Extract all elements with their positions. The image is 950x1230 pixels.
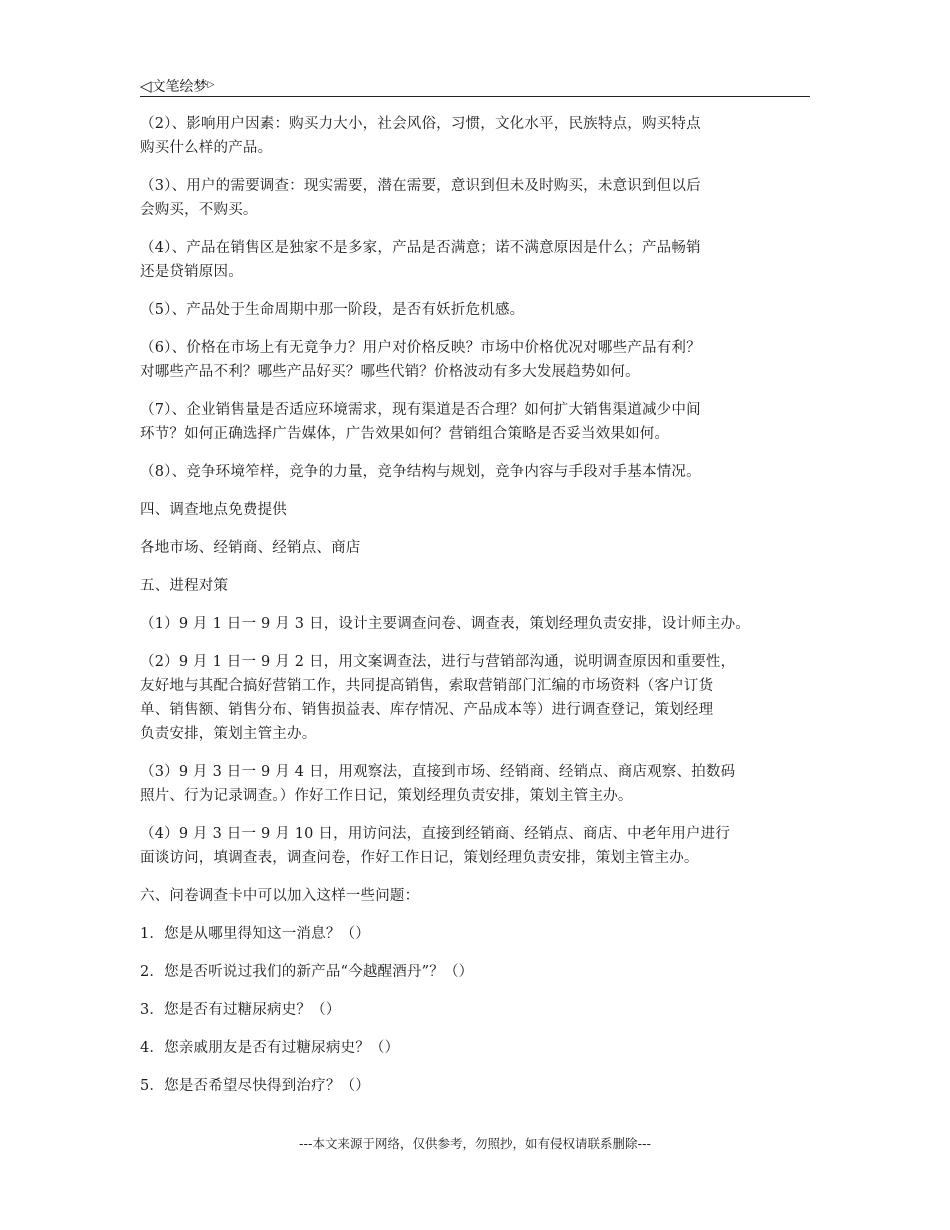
text-line: （1）9 月 1 日一 9 月 3 日，设计主要调查问卷、调查表，策划经理负责安排，设计师主办。 xyxy=(140,616,750,632)
paragraph xyxy=(140,922,816,946)
paragraph xyxy=(140,298,816,322)
text-line: （6）、价格在市场上有无竟争力？用户对价格反映？市场中价格优况对哪些产品有利？ xyxy=(140,340,701,356)
text-line: 4．您亲戚朋友是否有过糖尿病史？（） xyxy=(140,1040,400,1056)
paragraph xyxy=(140,574,816,598)
paragraph xyxy=(140,998,816,1022)
text-line: （4）、产品在销售区是独家不是多家，产品是否满意；诺不满意原因是什么；产品畅销 xyxy=(140,240,701,256)
text-line: 各地市场、经销商、经销点、商店 xyxy=(140,540,361,556)
text-line: （2）9 月 1 日一 9 月 2 日，用文案调查法，进行与营销部沟通，说明调查原因和重要性， xyxy=(140,654,736,670)
footer-disclaimer: ---本文来源于网络，仅供参考，勿照抄，如有侵权请联系删除--- xyxy=(298,1136,652,1151)
text-line: （3）9 月 3 日一 9 月 4 日，用观察法，直接到市场、经销商、经销点、商店观察、拍数码 xyxy=(140,764,736,780)
text-line: 5．您是否希望尽快得到治疗？（） xyxy=(140,1078,370,1094)
paragraph xyxy=(140,960,816,984)
paragraph xyxy=(140,650,816,746)
text-line: 1．您是从哪里得知这一消息？（） xyxy=(140,926,370,942)
text-line: 面谈访问，填调查表，调查问卷，作好工作日记，策划经理负责安排，策划主管主办。 xyxy=(140,850,699,866)
left-triangle-icon: ◁ xyxy=(140,77,152,95)
text-line: （4）9 月 3 日一 9 月 10 日，用访问法，直接到经销商、经销点、商店、中老年用户进行 xyxy=(140,826,731,842)
paragraph xyxy=(140,536,816,560)
text-line: （5）、产品处于生命周期中那一阶段，是否有妖折危机感。 xyxy=(140,302,525,318)
paragraph xyxy=(140,822,816,870)
paragraph xyxy=(140,236,816,284)
paragraph xyxy=(140,174,816,222)
text-line: （8）、竞争环境笮样，竞争的力量，竞争结构与规划，竞争内容与手段对手基本情况。 xyxy=(140,464,701,480)
text-line: 购买什么样的产品。 xyxy=(140,140,273,156)
text-line: 3．您是否有过糖尿病史？（） xyxy=(140,1002,341,1018)
text-line: 会购买，不购买。 xyxy=(140,202,258,218)
paragraph xyxy=(140,460,816,484)
brand-mark xyxy=(140,76,214,96)
text-line: 还是贷销原因。 xyxy=(140,264,243,280)
paragraph xyxy=(140,884,816,908)
text-line: 六、问卷调查卡中可以加入这样一些问题： xyxy=(140,888,420,904)
document-body xyxy=(140,112,816,1112)
paragraph xyxy=(140,1074,816,1098)
text-line: 四、调查地点免费提供 xyxy=(140,502,287,518)
text-line: 对哪些产品不利？哪些产品好买？哪些代销？价格波动有多大发展趋势如何。 xyxy=(140,364,640,380)
text-line: 五、进程对策 xyxy=(140,578,229,594)
right-triangle-icon: ▷ xyxy=(207,80,215,90)
text-line: （7）、企业销售量是否适应环境需求，现有渠道是否合理？如何扩大销售渠道减少中间 xyxy=(140,402,701,418)
text-line: （3）、用户的需要调查：现实需要，潜在需要，意识到但未及时购买，未意识到但以后 xyxy=(140,178,701,194)
paragraph xyxy=(140,1036,816,1060)
text-line: 环节？如何正确选择广告媒体，广告效果如何？营销组合策略是否妥当效果如何。 xyxy=(140,426,670,442)
text-line: 照片、行为记录调查。）作好工作日记，策划经理负责安排，策划主管主办。 xyxy=(140,788,633,804)
paragraph xyxy=(140,112,816,160)
paragraph xyxy=(140,760,816,808)
text-line: （2）、影响用户因素：购买力大小，社会风俗，习惯，文化水平，民族特点，购买特点 xyxy=(140,116,701,132)
text-line: 友好地与其配合搞好营销工作，共同提高销售，索取营销部门汇编的市场资料（客户订货 xyxy=(140,678,714,694)
paragraph xyxy=(140,398,816,446)
brand-name: 文笔绘梦 xyxy=(151,79,208,95)
paragraph xyxy=(140,498,816,522)
paragraph xyxy=(140,612,816,636)
text-line: 单、销售额、销售分布、销售损益表、库存情况、产品成本等）进行调查登记，策划经理 xyxy=(140,702,714,718)
page-header xyxy=(140,76,810,97)
paragraph xyxy=(140,336,816,384)
text-line: 负责安排，策划主管主办。 xyxy=(140,726,317,742)
text-line: 2．您是否听说过我们的新产品“今越醒酒丹”？（） xyxy=(140,964,474,980)
